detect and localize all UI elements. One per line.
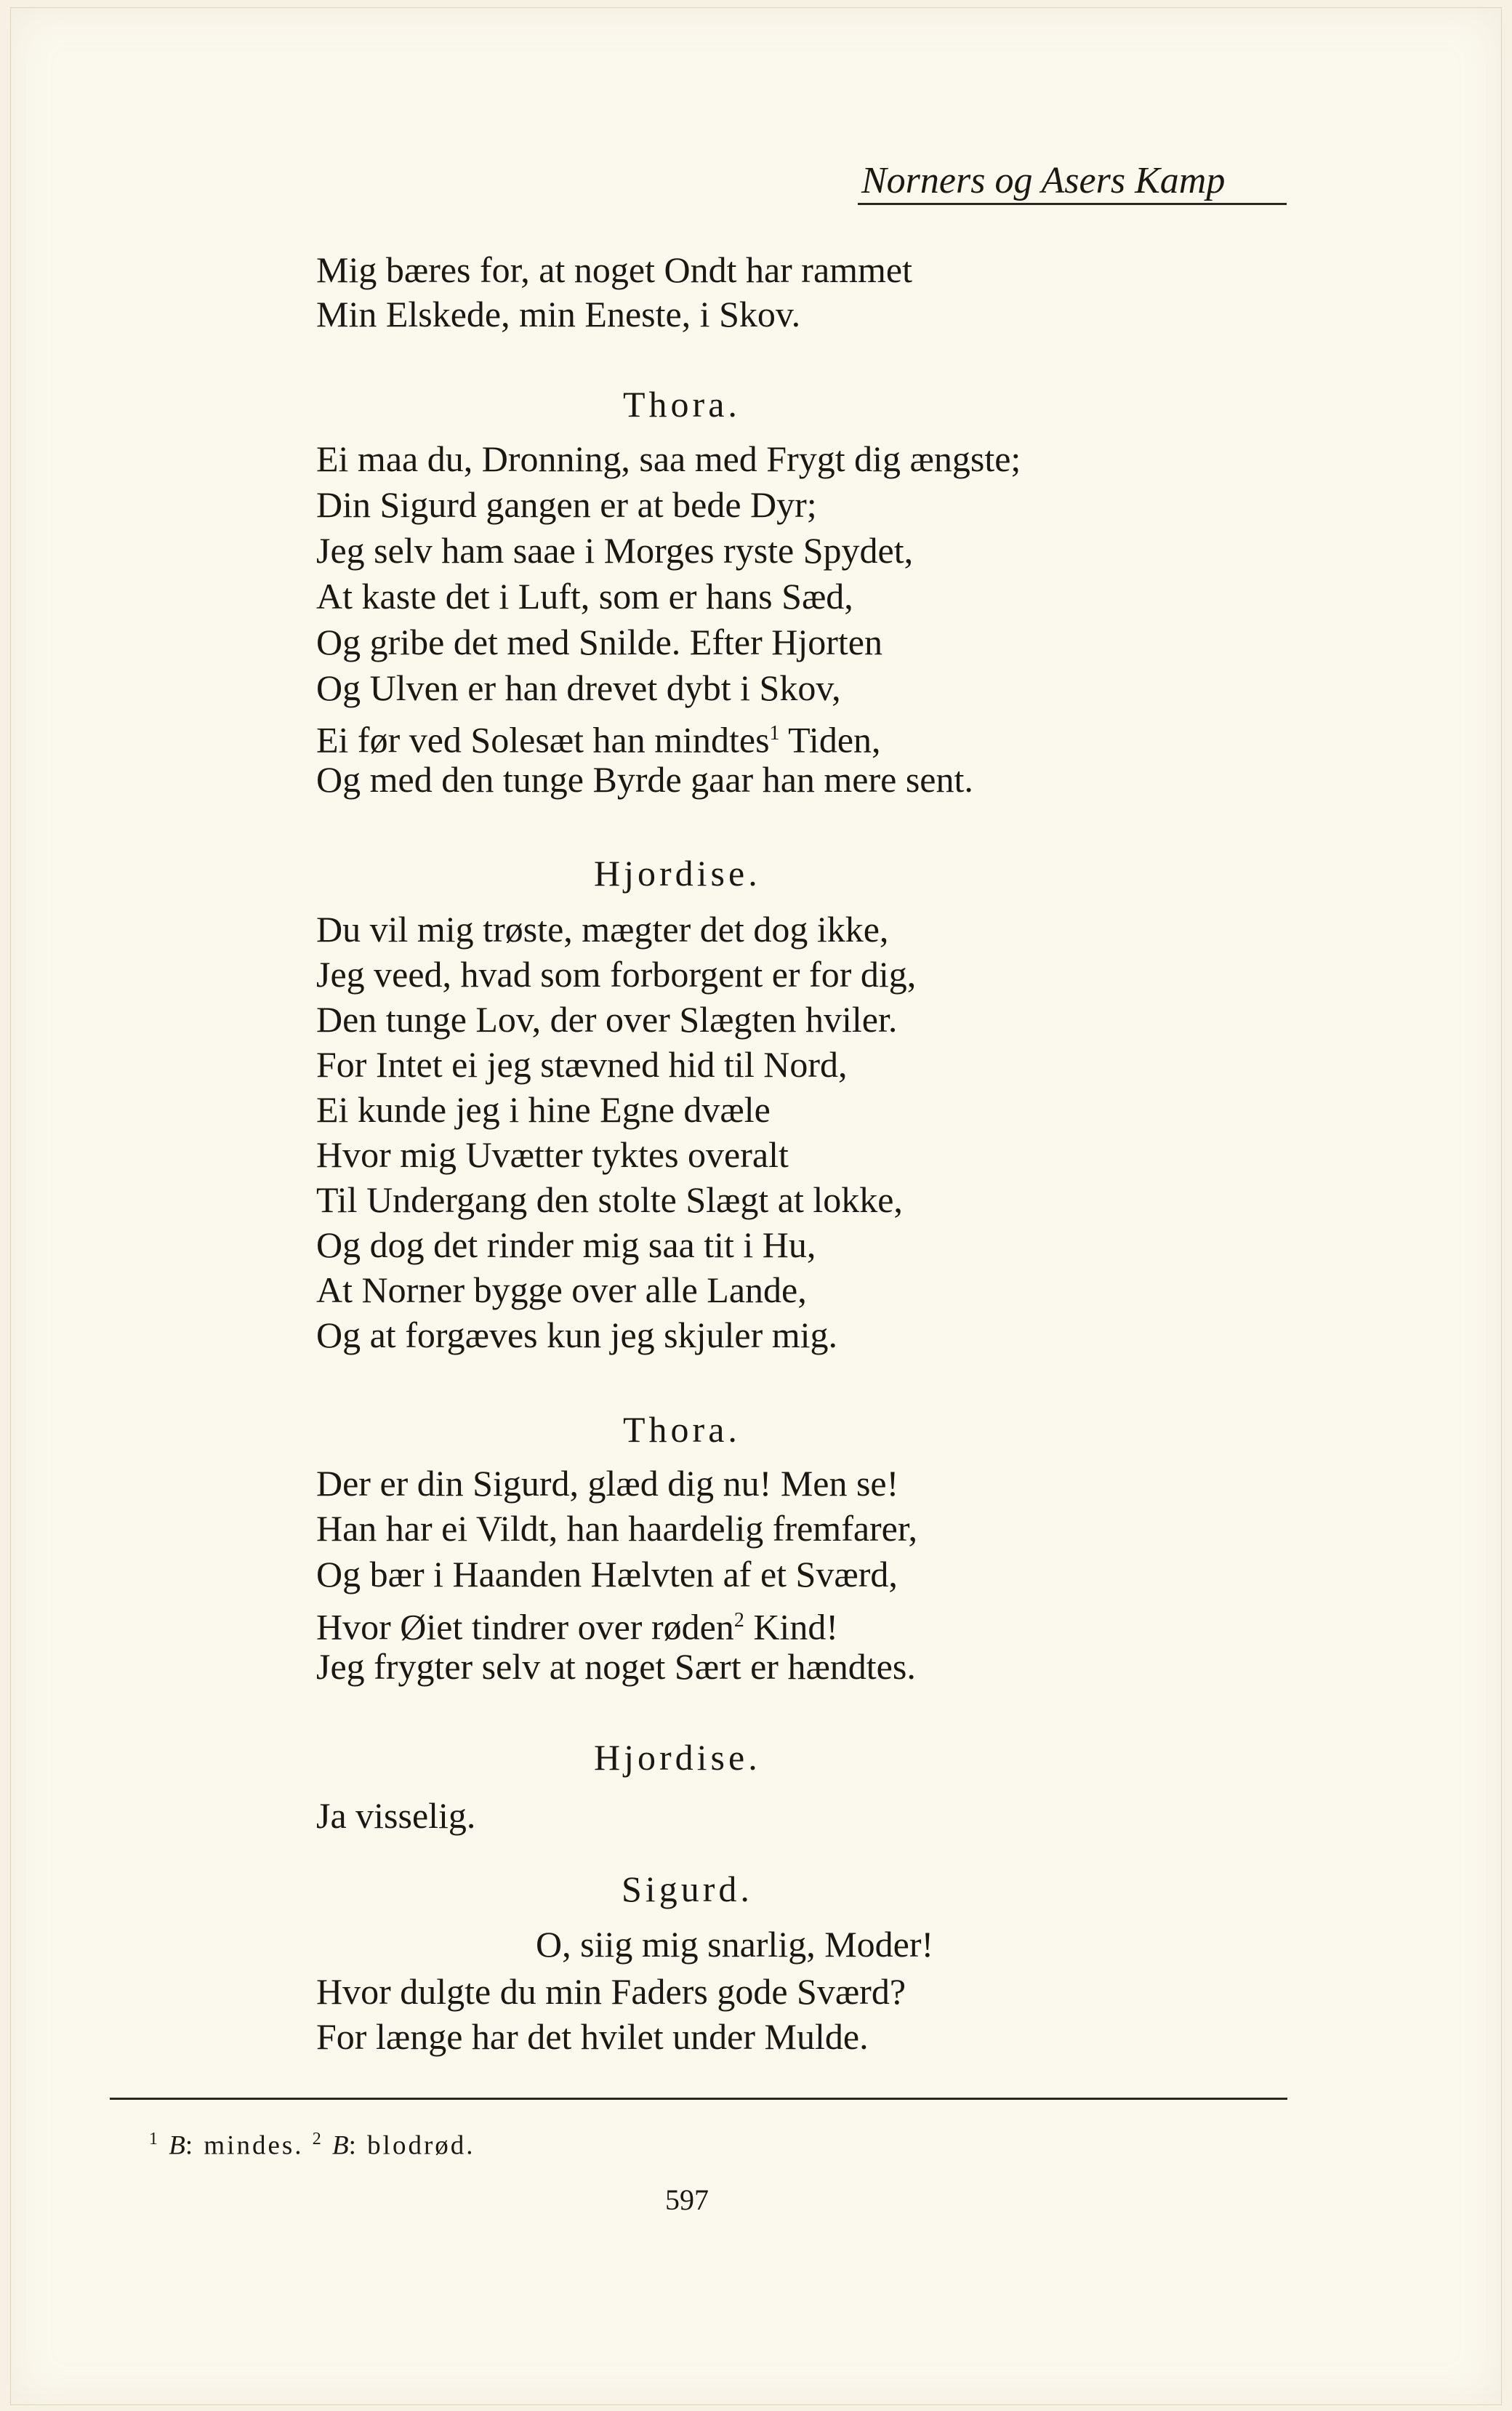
footnote-ref: 2	[733, 1609, 744, 1632]
verse-line: Jeg veed, hvad som forborgent er for dig,	[316, 954, 917, 995]
verse-line: Jeg selv ham saae i Morges ryste Spydet,	[316, 530, 914, 571]
verse-line: Der er din Sigurd, glæd dig nu! Men se!	[316, 1463, 899, 1504]
verse-line: Han har ei Vildt, han haardelig fremfarer,	[316, 1508, 918, 1549]
footnote-ref: 1	[769, 722, 780, 745]
verse-line: For længe har det hvilet under Mulde.	[316, 2016, 869, 2057]
footnotes: $^1$ B: mindes. $^2$ B: blodrød.	[149, 2130, 475, 2161]
verse-line: Og bær i Haanden Hælvten af et Sværd,	[316, 1554, 898, 1594]
verse-line: Din Sigurd gangen er at bede Dyr;	[316, 484, 817, 525]
speaker-name: Hjordise.	[594, 1737, 761, 1778]
verse-line: Og med den tunge Byrde gaar han mere sent.	[316, 759, 973, 800]
book-page	[10, 7, 1502, 2405]
verse-line: Og dog det rinder mig saa tit i Hu,	[316, 1224, 816, 1265]
verse-line: At Norner bygge over alle Lande,	[316, 1269, 807, 1310]
verse-line: Og Ulven er han drevet dybt i Skov,	[316, 667, 841, 708]
verse-line: Og gribe det med Snilde. Efter Hjorten	[316, 622, 882, 662]
verse-line: Jeg frygter selv at noget Sært er hændtes.	[316, 1646, 916, 1687]
speaker-name: Thora.	[623, 1409, 741, 1450]
verse-line: Den tunge Lov, der over Slægten hviler.	[316, 999, 898, 1040]
verse-line: Ei maa du, Dronning, saa med Frygt dig ængste;	[316, 438, 1021, 479]
speaker-name: Thora.	[623, 384, 741, 425]
verse-line: Hvor dulgte du min Faders gode Sværd?	[316, 1971, 906, 2012]
verse-line: Ja visselig.	[316, 1795, 476, 1836]
header-rule	[858, 203, 1287, 205]
verse-line: For Intet ei jeg stævned hid til Nord,	[316, 1044, 848, 1085]
verse-line: Du vil mig trøste, mægter det dog ikke,	[316, 909, 889, 950]
verse-line: Hvor mig Uvætter tyktes overalt	[316, 1134, 789, 1175]
verse-line: Hvor Øiet tindrer over røden$^2$ Kind!	[316, 1606, 838, 1648]
verse-line: Ei kunde jeg i hine Egne dvæle	[316, 1089, 771, 1130]
verse-line: At kaste det i Luft, som er hans Sæd,	[316, 576, 853, 617]
page-number: 597	[665, 2183, 709, 2216]
verse-line: Og at forgæves kun jeg skjuler mig.	[316, 1315, 838, 1355]
running-header: Norners og Asers Kamp	[861, 160, 1226, 201]
verse-line: Min Elskede, min Eneste, i Skov.	[316, 294, 801, 334]
speaker-name: Sigurd.	[622, 1869, 753, 1909]
verse-line: Mig bæres for, at noget Ondt har rammet	[316, 249, 913, 290]
footnote-rule	[110, 2098, 1287, 2100]
verse-line: O, siig mig snarlig, Moder!	[536, 1924, 934, 1965]
verse-line: Til Undergang den stolte Slægt at lokke,	[316, 1179, 903, 1220]
verse-line: Ei før ved Solesæt han mindtes$^1$ Tiden,	[316, 719, 881, 761]
speaker-name: Hjordise.	[594, 853, 761, 894]
